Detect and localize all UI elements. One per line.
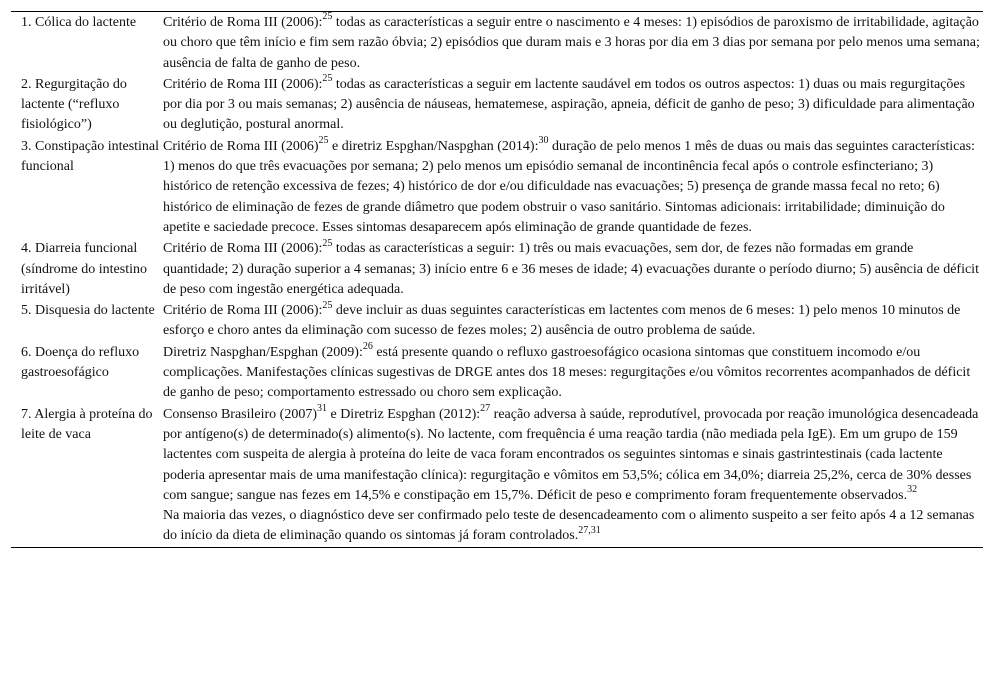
row-label: 2. Regurgitação do lactente (“refluxo fisiológico”) <box>21 76 127 133</box>
row-description <box>163 238 983 300</box>
reference-text: Critério de Roma III (2006): <box>163 303 323 319</box>
table-row <box>11 342 983 404</box>
reference-text: Critério de Roma III (2006): <box>163 15 323 30</box>
criteria-text: duração de pelo menos 1 mês de duas ou mais das seguintes características: 1) menos do que três evacuações por semana; 2) pelo menos um episódio semanal de incontinência fecal após o controle esfincteriano; 3) histórico de retenção excessiva de fezes; 4) histórico de dor e/ou dificuldade nas evacuações; 5) presença de grande massa fecal no reto; 6) histórico de eliminação de fezes de grande diâmetro que podem obstruir o vaso sanitário. Sintomas adicionais: irritabilidade; diminuição do apetite e saciedade precoce. Esses sintomas desaparecem após eliminação de grande quantidade de fezes. <box>163 138 975 235</box>
row-description <box>163 74 983 136</box>
citation-sup: 25 <box>318 135 329 147</box>
criteria-text: todas as características a seguir: 1) três ou mais evacuações, sem dor, de fezes não formadas em grande quantidade; 2) duração superior a 4 semanas; 3) início entre 6 e 36 meses de idade; 4) evacuações durante o período diurno; 5) ausência de déficit de peso com ingestão energética adequada. <box>163 241 979 297</box>
criteria-table-container <box>11 11 983 548</box>
row-label: 5. Disquesia do lactente <box>21 303 155 319</box>
citation-sup: 25 <box>322 237 333 249</box>
reference-text-2: e Diretriz Espghan (2012): <box>326 406 481 422</box>
row-label: 3. Constipação intestinal funcional <box>21 138 160 175</box>
table-row <box>11 12 983 74</box>
citation-sup: 26 <box>362 341 373 353</box>
table-row <box>11 238 983 300</box>
table-row <box>11 300 983 342</box>
reference-text: Consenso Brasileiro (2007) <box>163 406 317 422</box>
row-label: 4. Diarreia funcional (síndrome do intestino irritável) <box>21 241 147 297</box>
citation-sup: 25 <box>322 299 333 311</box>
criteria-text: deve incluir as duas seguintes características em lactentes com menos de 6 meses: 1) pelo menos 10 minutos de esforço e choro antes da eliminação com sucesso de fezes moles; 2) ausência de outro problema de saúde. <box>163 303 961 339</box>
criteria-text-2: Na maioria das vezes, o diagnóstico deve ser confirmado pelo teste de desencadeamento com o alimento suspeito a ser feito após 4 a 12 semanas do início da dieta de eliminação quando os sintomas já foram controlados. <box>163 508 975 544</box>
citation-sup: 31 <box>316 402 327 414</box>
citation-sup: 27,31 <box>578 524 601 536</box>
row-description <box>163 136 983 238</box>
criteria-text: está presente quando o refluxo gastroesofágico ocasiona sintomas que constituem incomodo e/ou complicações. Manifestações clínicas sugestivas de DRGE antes dos 18 meses: regurgitações e/ou vômitos recorrentes acompanhados de déficit de ganho de peso; comportamento estressado ou choro sem explicação. <box>163 344 971 401</box>
row-description <box>163 404 983 547</box>
citation-sup: 25 <box>322 11 333 23</box>
row-description <box>163 342 983 404</box>
table-row <box>11 74 983 136</box>
row-label: 7. Alergia à proteína do leite de vaca <box>21 406 153 442</box>
reference-text: Critério de Roma III (2006) <box>163 138 319 154</box>
reference-text: Diretriz Naspghan/Espghan (2009): <box>163 344 363 360</box>
row-label: 6. Doença do refluxo gastroesofágico <box>21 344 140 381</box>
reference-text-2: e diretriz Espghan/Naspghan (2014): <box>328 138 539 154</box>
citation-sup: 27 <box>480 402 491 414</box>
citation-sup: 25 <box>322 73 333 85</box>
criteria-text: todas as características a seguir entre o nascimento e 4 meses: 1) episódios de paroxismo de irritabilidade, agitação ou choro que têm início e fim sem razão óbvia; 2) episódios que duram mais e 3 horas por dia em 3 dias por semana por pelo menos uma semana; ausência de falta de ganho de peso. <box>163 15 980 71</box>
reference-text: Critério de Roma III (2006): <box>163 241 323 257</box>
table-row <box>11 136 983 238</box>
criteria-text: todas as características a seguir em lactente saudável em todos os outros aspectos: 1) duas ou mais regurgitações por dia por 3 ou mais semanas; 2) ausência de náuseas, hematemese, aspiração, apneia, déficit de ganho de peso; 3) dificuldade para alimentação ou deglutição, postural anormal. <box>163 76 975 133</box>
row-label: 1. Cólica do lactente <box>21 15 137 30</box>
criteria-paragraph-2 <box>163 506 981 547</box>
row-description <box>163 300 983 342</box>
citation-sup: 32 <box>907 484 918 496</box>
citation-sup: 30 <box>538 135 549 147</box>
row-description <box>163 12 983 74</box>
table-bottom-rule <box>11 547 983 548</box>
criteria-table <box>11 12 983 547</box>
reference-text: Critério de Roma III (2006): <box>163 76 323 92</box>
table-row <box>11 404 983 547</box>
criteria-text: reação adversa à saúde, reprodutível, provocada por reação imunológica desencadeada por antígeno(s) de determinado(s) alimento(s). No lactente, com frequência é uma reação tardia (não mediada pela IgE). Em um grupo de 159 lactentes com suspeita de alergia à proteína do leite de vaca foram encontrados os seguintes sintomas e sinais gastrintestinais (cada lactente poderia apresentar mais de uma manifestação clínica): regurgitação e vômitos em 53,5%; cólica em 34,0%; diarreia 25,2%, cerca de 30% desses com sangue; sangue nas fezes em 14,5% e constipação em 15,7%. Déficit de peso e comprimento foram frequentemente observados. <box>163 406 979 503</box>
